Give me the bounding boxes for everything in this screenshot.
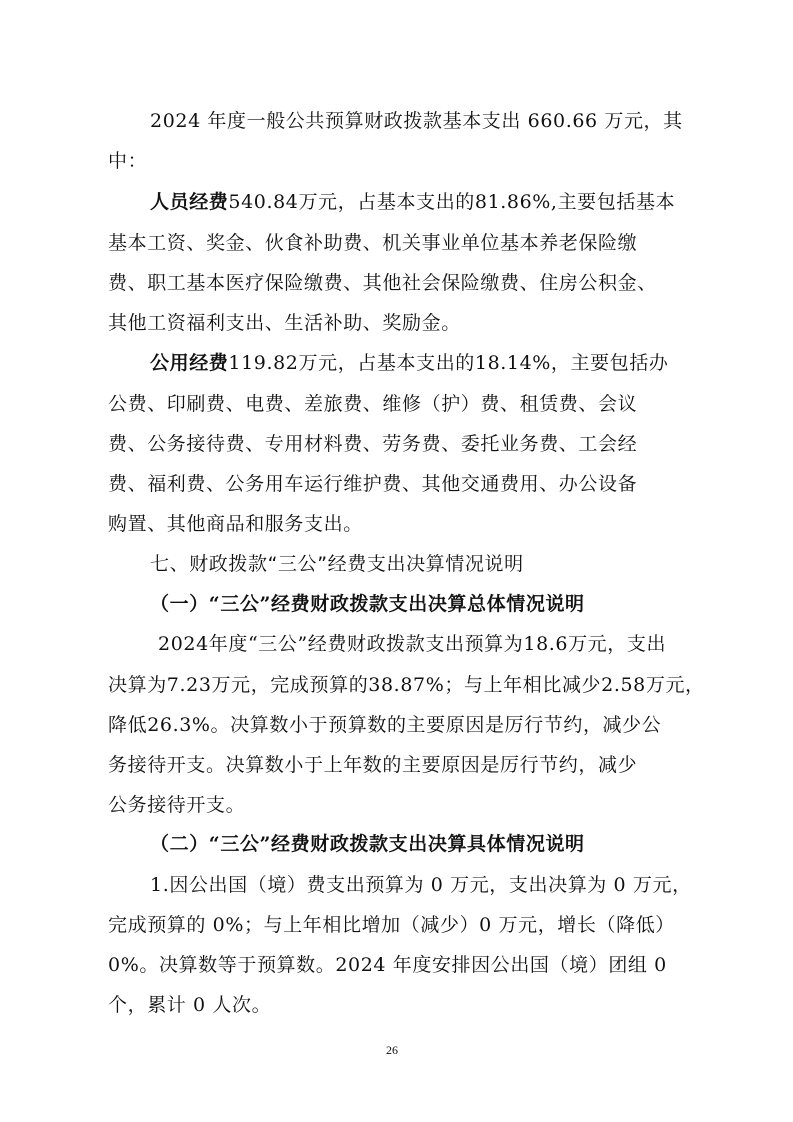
- body-line: 公费、印刷费、电费、差旅费、维修（护）费、租赁费、会议: [108, 393, 638, 415]
- body-line: 费、职工基本医疗保险缴费、其他社会保险缴费、住房公积金、: [108, 272, 657, 294]
- body-line: 购置、其他商品和服务支出。: [108, 513, 363, 535]
- term-personnel-expenses: 人员经费: [150, 191, 229, 213]
- term-public-expenses: 公用经费: [150, 352, 229, 374]
- body-line: 个，累计 0 人次。: [108, 994, 272, 1016]
- body-line: 费、福利费、公务用车运行维护费、其他交通费用、办公设备: [108, 473, 638, 495]
- body-line: 1.因公出国（境）费支出预算为 0 万元，支出决算为 0 万元，: [150, 874, 692, 896]
- body-line: 务接待开支。决算数小于上年数的主要原因是厉行节约，减少: [108, 754, 638, 776]
- body-line: 其他工资福利支出、生活补助、奖励金。: [108, 312, 461, 334]
- body-line: 费、公务接待费、专用材料费、劳务费、委托业务费、工会经: [108, 433, 638, 455]
- body-line: 中：: [108, 150, 148, 172]
- body-line: 决算为7.23万元，完成预算的38.87%；与上年相比减少2.58万元，: [108, 674, 705, 696]
- page-number: 26: [386, 1043, 398, 1057]
- body-line: 公务接待开支。: [108, 794, 246, 816]
- body-line: 完成预算的 0%；与上年相比增加（减少）0 万元，增长（降低）: [108, 914, 675, 936]
- subsection-heading: （二）“三公”经费财政拨款支出决算具体情况说明: [150, 833, 585, 855]
- body-line: 降低26.3%。决算数小于预算数的主要原因是厉行节约，减少公: [108, 714, 662, 736]
- body-line: 2024 年度一般公共预算财政拨款基本支出 660.66 万元，其: [150, 110, 683, 132]
- section-heading: 七、财政拨款“三公”经费支出决算情况说明: [150, 553, 524, 575]
- body-line: 0%。决算数等于预算数。2024 年度安排因公出国（境）团组 0: [108, 954, 667, 976]
- body-text: 540.84万元，占基本支出的81.86%,主要包括基本: [228, 191, 676, 213]
- body-text: 119.82万元，占基本支出的18.14%，主要包括办: [228, 352, 669, 374]
- subsection-heading: （一）“三公”经费财政拨款支出决算总体情况说明: [150, 593, 585, 615]
- body-line: 基本工资、奖金、伙食补助费、机关事业单位基本养老保险缴: [108, 232, 638, 254]
- body-line: [150, 350, 669, 376]
- body-line: [150, 189, 675, 215]
- body-line: 2024年度“三公”经费财政拨款支出预算为18.6万元，支出: [158, 633, 667, 655]
